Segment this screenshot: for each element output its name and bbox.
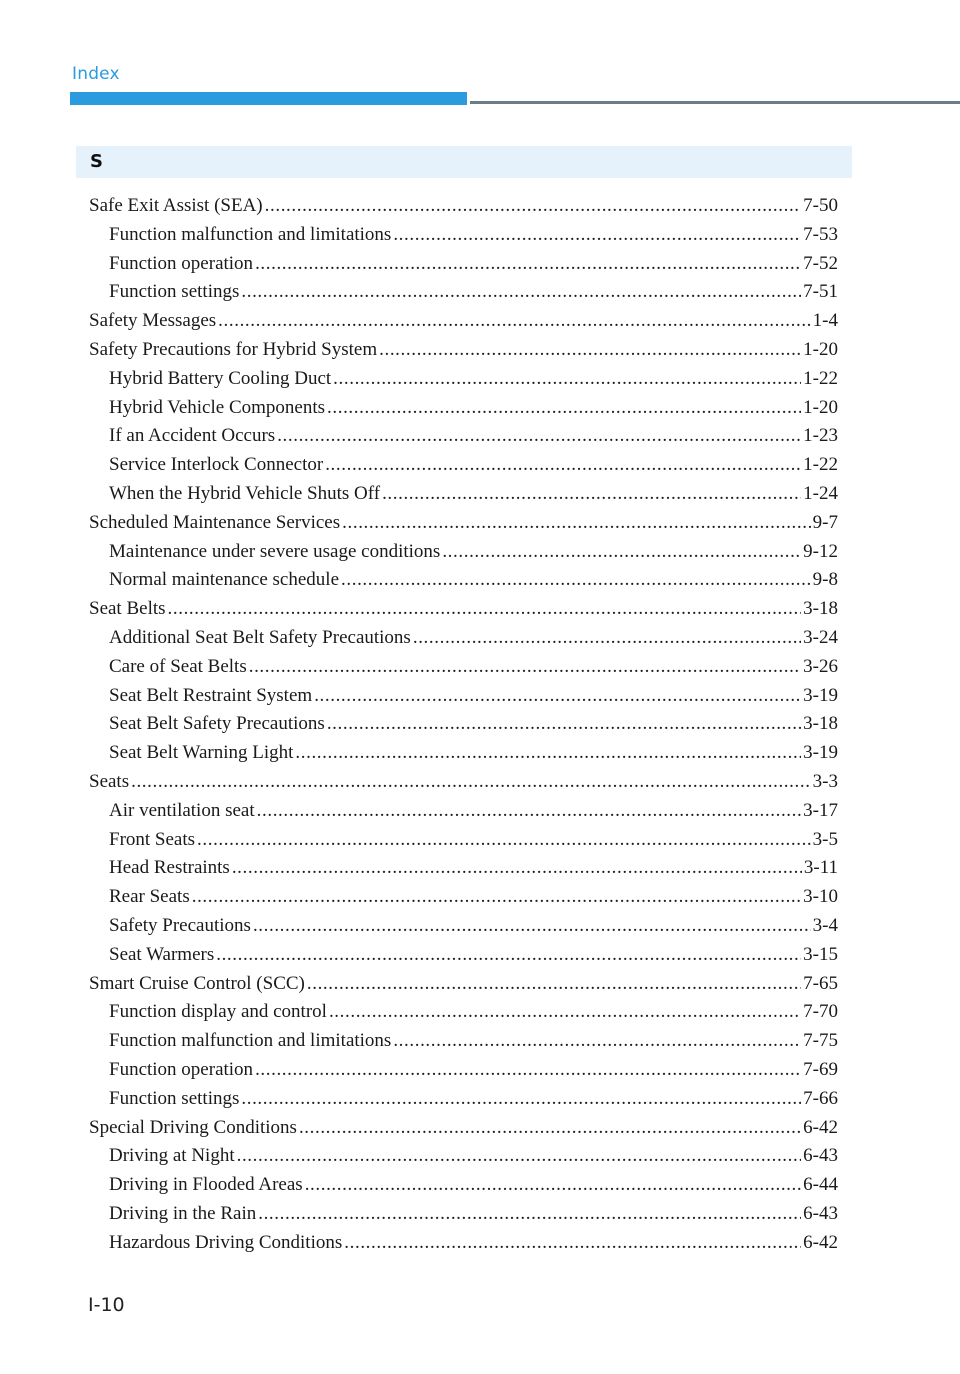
- index-subentry[interactable]: [89, 797, 838, 826]
- entry-page-ref: 1-22: [803, 454, 838, 476]
- entry-label: Front Seats: [109, 828, 196, 850]
- index-subentry[interactable]: [89, 221, 838, 250]
- dot-leader: [277, 422, 801, 451]
- dot-leader: [265, 192, 802, 221]
- dot-leader: [131, 768, 811, 797]
- header-divider-rule: [470, 101, 960, 104]
- entry-label: Function settings: [109, 281, 240, 303]
- entry-label: If an Accident Occurs: [109, 425, 276, 447]
- dot-leader: [342, 509, 811, 538]
- entry-label: Additional Seat Belt Safety Precautions: [109, 626, 411, 648]
- dot-leader: [257, 797, 802, 826]
- index-subentry[interactable]: [89, 538, 838, 567]
- index-subentry[interactable]: [89, 422, 838, 451]
- index-entry[interactable]: [89, 509, 838, 538]
- dot-leader: [218, 307, 811, 336]
- index-subentry[interactable]: [89, 1171, 838, 1200]
- dot-leader: [379, 336, 801, 365]
- entry-page-ref: 6-42: [803, 1231, 838, 1253]
- entry-page-ref: 3-19: [803, 742, 838, 764]
- index-subentry[interactable]: [89, 451, 838, 480]
- entry-page-ref: 1-24: [803, 482, 838, 504]
- dot-leader: [413, 624, 801, 653]
- entry-page-ref: 6-43: [803, 1202, 838, 1224]
- entry-label: Seat Belt Restraint System: [109, 684, 313, 706]
- dot-leader: [305, 1171, 801, 1200]
- index-subentry[interactable]: [89, 653, 838, 682]
- page-header-title: Index: [72, 64, 120, 84]
- entry-label: Safety Precautions for Hybrid System: [89, 338, 378, 360]
- entry-label: Driving in the Rain: [109, 1202, 257, 1224]
- entry-label: Hazardous Driving Conditions: [109, 1231, 343, 1253]
- entry-label: Scheduled Maintenance Services: [89, 511, 341, 533]
- entry-page-ref: 7-50: [803, 195, 838, 216]
- entry-label: Hybrid Vehicle Components: [109, 396, 326, 418]
- entry-label: Seat Warmers: [109, 943, 215, 965]
- entry-label: Function operation: [109, 1058, 254, 1080]
- entry-label: Care of Seat Belts: [109, 655, 247, 677]
- entry-page-ref: 3-5: [812, 828, 838, 850]
- dot-leader: [442, 538, 801, 567]
- entry-page-ref: 3-3: [812, 770, 838, 792]
- dot-leader: [295, 739, 801, 768]
- dot-leader: [255, 1056, 801, 1085]
- dot-leader: [241, 278, 801, 307]
- entry-label: Service Interlock Connector: [109, 454, 324, 476]
- index-entry[interactable]: [89, 1114, 838, 1143]
- index-entry[interactable]: [89, 336, 838, 365]
- entry-label: Seat Belts: [89, 598, 166, 620]
- index-subentry[interactable]: [89, 566, 838, 595]
- entry-page-ref: 3-11: [803, 857, 838, 879]
- index-entry[interactable]: [89, 192, 838, 221]
- entry-page-ref: 6-43: [803, 1145, 838, 1167]
- entry-label: Seat Belt Warning Light: [109, 742, 294, 764]
- entry-page-ref: 3-17: [803, 799, 838, 821]
- index-entry-list: [89, 192, 838, 1257]
- entry-page-ref: 3-10: [803, 886, 838, 908]
- entry-page-ref: 1-22: [803, 367, 838, 389]
- dot-leader: [327, 394, 801, 423]
- dot-leader: [333, 365, 801, 394]
- dot-leader: [241, 1085, 801, 1114]
- index-subentry[interactable]: [89, 912, 838, 941]
- dot-leader: [325, 451, 801, 480]
- entry-page-ref: 1-20: [803, 396, 838, 418]
- entry-label: Smart Cruise Control (SCC): [89, 972, 305, 994]
- dot-leader: [299, 1114, 801, 1143]
- entry-page-ref: 3-24: [803, 626, 838, 648]
- dot-leader: [382, 480, 801, 509]
- dot-leader: [393, 1027, 801, 1056]
- index-subentry[interactable]: [89, 1056, 838, 1085]
- dot-leader: [237, 1142, 802, 1171]
- entry-label: Safe Exit Assist (SEA): [89, 195, 263, 216]
- index-entry[interactable]: [89, 970, 838, 999]
- index-entry[interactable]: [89, 307, 838, 336]
- section-letter: S: [90, 151, 103, 172]
- dot-leader: [255, 250, 801, 279]
- entry-label: Safety Messages: [89, 310, 217, 332]
- section-header-bar: [76, 146, 852, 178]
- dot-leader: [393, 221, 801, 250]
- entry-label: Driving in Flooded Areas: [109, 1174, 303, 1196]
- entry-label: When the Hybrid Vehicle Shuts Off: [109, 482, 381, 504]
- entry-label: Function malfunction and limitations: [109, 1030, 392, 1052]
- index-subentry[interactable]: [89, 739, 838, 768]
- entry-page-ref: 1-20: [803, 338, 838, 360]
- index-subentry[interactable]: [89, 682, 838, 711]
- entry-page-ref: 7-75: [803, 1030, 838, 1052]
- entry-label: Head Restraints: [109, 857, 230, 879]
- index-subentry[interactable]: [89, 998, 838, 1027]
- dot-leader: [192, 883, 801, 912]
- entry-page-ref: 7-69: [803, 1058, 838, 1080]
- index-subentry[interactable]: [89, 250, 838, 279]
- dot-leader: [314, 682, 801, 711]
- index-subentry[interactable]: [89, 1085, 838, 1114]
- entry-label: Function malfunction and limitations: [109, 223, 392, 245]
- entry-label: Rear Seats: [109, 886, 190, 908]
- entry-page-ref: 7-53: [803, 223, 838, 245]
- entry-label: Maintenance under severe usage conditions: [109, 540, 441, 562]
- entry-page-ref: 6-44: [803, 1174, 838, 1196]
- entry-label: Hybrid Battery Cooling Duct: [109, 367, 332, 389]
- index-subentry[interactable]: [89, 854, 838, 883]
- index-subentry[interactable]: [89, 1229, 838, 1258]
- entry-page-ref: 1-23: [803, 425, 838, 447]
- page-number: I-10: [88, 1294, 125, 1316]
- entry-label: Function display and control: [109, 1001, 327, 1023]
- dot-leader: [344, 1229, 801, 1258]
- entry-label: Seat Belt Safety Precautions: [109, 713, 325, 735]
- index-subentry[interactable]: [89, 365, 838, 394]
- index-subentry[interactable]: [89, 394, 838, 423]
- index-subentry[interactable]: [89, 1200, 838, 1229]
- dot-leader: [216, 941, 801, 970]
- entry-label: Function operation: [109, 252, 254, 274]
- entry-page-ref: 9-8: [812, 569, 838, 591]
- index-subentry[interactable]: [89, 883, 838, 912]
- entry-page-ref: 1-4: [812, 310, 838, 332]
- dot-leader: [258, 1200, 801, 1229]
- entry-page-ref: 3-4: [812, 914, 838, 936]
- entry-label: Seats: [89, 770, 130, 792]
- dot-leader: [327, 710, 801, 739]
- entry-page-ref: 7-65: [803, 972, 838, 994]
- index-subentry[interactable]: [89, 624, 838, 653]
- entry-label: Air ventilation seat: [109, 799, 255, 821]
- dot-leader: [168, 595, 802, 624]
- dot-leader: [249, 653, 801, 682]
- entry-page-ref: 3-18: [803, 598, 838, 620]
- entry-page-ref: 6-42: [803, 1116, 838, 1138]
- entry-label: Driving at Night: [109, 1145, 235, 1167]
- index-entry[interactable]: [89, 768, 838, 797]
- dot-leader: [341, 566, 811, 595]
- entry-page-ref: 7-66: [803, 1087, 838, 1109]
- entry-page-ref: 3-19: [803, 684, 838, 706]
- header-accent-rule: [70, 92, 467, 105]
- entry-label: Special Driving Conditions: [89, 1116, 297, 1138]
- dot-leader: [197, 826, 811, 855]
- entry-page-ref: 9-7: [812, 511, 838, 533]
- index-subentry[interactable]: [89, 1142, 838, 1171]
- dot-leader: [329, 998, 801, 1027]
- entry-page-ref: 3-15: [803, 943, 838, 965]
- index-subentry[interactable]: [89, 941, 838, 970]
- index-subentry[interactable]: [89, 1027, 838, 1056]
- entry-page-ref: 7-51: [803, 281, 838, 303]
- entry-label: Normal maintenance schedule: [109, 569, 340, 591]
- entry-page-ref: 3-26: [803, 655, 838, 677]
- entry-label: Safety Precautions: [109, 914, 251, 936]
- index-subentry[interactable]: [89, 278, 838, 307]
- index-subentry[interactable]: [89, 826, 838, 855]
- entry-page-ref: 7-52: [803, 252, 838, 274]
- entry-page-ref: 3-18: [803, 713, 838, 735]
- index-subentry[interactable]: [89, 480, 838, 509]
- entry-page-ref: 9-12: [803, 540, 838, 562]
- index-entry[interactable]: [89, 595, 838, 624]
- dot-leader: [232, 854, 802, 883]
- dot-leader: [307, 970, 801, 999]
- index-subentry[interactable]: [89, 710, 838, 739]
- entry-page-ref: 7-70: [803, 1001, 838, 1023]
- dot-leader: [253, 912, 811, 941]
- entry-label: Function settings: [109, 1087, 240, 1109]
